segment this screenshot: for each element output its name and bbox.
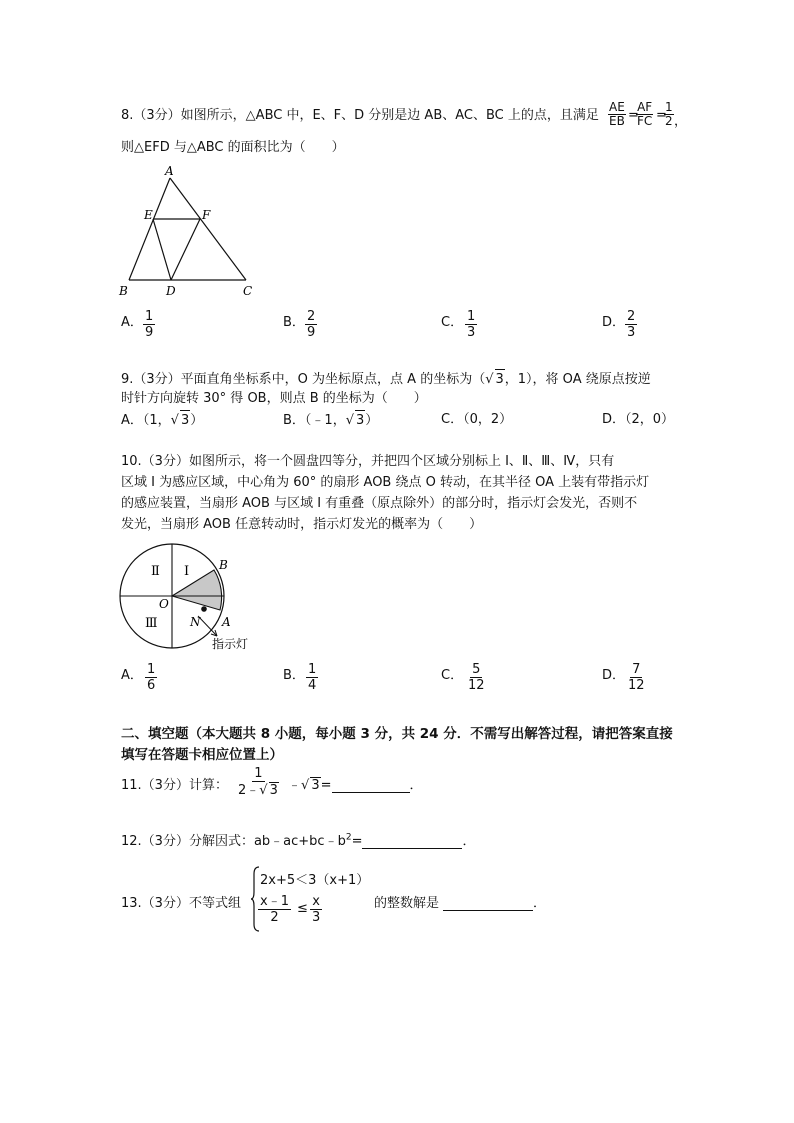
q11-answer-blank[interactable]	[332, 778, 410, 793]
q8-frac-one-half	[664, 101, 674, 128]
q13-answer-blank[interactable]	[443, 896, 533, 911]
q12-answer-blank[interactable]	[362, 834, 462, 849]
q10-label-region-2: Ⅱ	[151, 564, 160, 579]
q10-disc-figure	[112, 538, 272, 658]
q10-lamp-dot	[201, 606, 207, 612]
q8-stem-prefix: 8.（3分）如图所示，△ABC 中，E、F、D 分别是边 AB、AC、BC 上的点，且满足	[121, 108, 599, 123]
q9-stem-line2: 时针方向旋转 30° 得 OB，则点 B 的坐标为（ ）	[121, 391, 427, 406]
q11-fraction: $\frac{1}{2﹣√ 3}$	[236, 766, 281, 798]
q10-stem-line1: 10.（3分）如图所示，将一个圆盘四等分，并把四个区域分别标上 Ⅰ、Ⅱ、Ⅲ、Ⅳ，只有	[121, 454, 615, 469]
q8-eq2: =	[656, 108, 667, 123]
q10-option-b-label: B．	[283, 668, 305, 683]
q8-option-a-frac: $\frac{1}{9}$	[145, 309, 154, 340]
q10-option-c-label: C．	[441, 668, 464, 683]
q8-option-b-frac: $\frac{2}{9}$	[307, 309, 316, 340]
q9-option-d: D．（2，0）	[602, 412, 675, 427]
q8-option-d-frac: $\frac{2}{3}$	[627, 309, 636, 340]
q10-option-d-label: D．	[602, 668, 626, 683]
q8-frac1-den: EB	[609, 114, 625, 128]
q8-label-e: E	[144, 208, 153, 222]
q10-label-n: N	[190, 615, 201, 629]
section2-heading-line2: 填写在答题卡相应位置上）	[121, 747, 283, 763]
q8-option-d-label: D．	[602, 315, 626, 330]
q10-label-lamp: 指示灯	[212, 637, 249, 651]
q10-option-d-frac: $\frac{7}{12}$	[628, 662, 645, 693]
q8-line1-suffix: ，	[674, 114, 688, 129]
q8-label-b: B	[119, 284, 128, 298]
q10-option-b-frac: $\frac{1}{4}$	[308, 662, 317, 693]
q10-stem-line2: 区域 Ⅰ 为感应区域，中心角为 60° 的扇形 AOB 绕点 O 转动，在其半径 OA 上装有带指示灯	[121, 475, 650, 490]
q8-frac1-num: AE	[609, 100, 625, 114]
q12-line: 12.（3分）分解因式：$ab﹣ac+bc﹣b^2=$ ．	[121, 832, 476, 849]
q9-option-b: B．（﹣1，√ 3）	[283, 410, 378, 431]
q11-fraction-den: 2﹣√ 3	[238, 783, 278, 798]
q9-option-a: A．（1，√ 3）	[121, 410, 203, 431]
q10-option-c-frac: $\frac{5}{12}$	[468, 662, 485, 693]
q10-stem-line3: 的感应装置，当扇形 AOB 与区域 Ⅰ 有重叠（原点除外）的部分时，指示灯会发光，否则不	[121, 496, 638, 511]
q8-segment-ed	[153, 219, 171, 280]
q8-frac3-num: 1	[665, 100, 673, 114]
q11-prefix: 11.（3分）计算：	[121, 778, 228, 793]
q9-sqrt3: 3	[495, 369, 505, 390]
q8-label-c: C	[243, 284, 253, 298]
q13-fraction-b: $\frac{x}{3}$	[312, 894, 321, 925]
q10-option-a-label: A．	[121, 668, 143, 683]
q10-label-b: B	[219, 558, 228, 572]
q10-sector-aob	[172, 570, 222, 610]
q8-frac-ae-eb	[608, 101, 626, 128]
q13-prefix: 13.（3分）不等式组	[121, 896, 241, 911]
q9-option-c: C．（0，2）	[441, 412, 513, 427]
q8-frac2-den: FC	[637, 114, 653, 128]
q13-le-sign: ≤	[297, 901, 308, 916]
q9-stem-line1: 9.（3分）平面直角坐标系中，O 为坐标原点，点 A 的坐标为（√ 3，1），将 OA 绕原点按逆	[121, 369, 651, 390]
q10-label-o: O	[159, 597, 169, 611]
q10-label-region-3: Ⅲ	[145, 616, 158, 631]
q10-stem-line4: 发光，当扇形 AOB 任意转动时，指示灯发光的概率为（ ）	[121, 517, 483, 532]
q8-segment-fd	[171, 219, 200, 280]
q10-label-a: A	[222, 615, 231, 629]
q13-fraction-a: $\frac{x﹣1}{2}$	[260, 894, 289, 925]
q8-option-a-label: A．	[121, 315, 143, 330]
section2-heading-line1: 二、填空题（本大题共 8 小题，每小题 3 分，共 24 分．不需写出解答过程，请把答案直接	[121, 726, 673, 742]
q10-label-region-1: Ⅰ	[184, 564, 190, 579]
q10-option-a-frac: $\frac{1}{6}$	[147, 662, 156, 693]
q8-label-d: D	[166, 284, 176, 298]
q8-side-ab	[129, 178, 170, 280]
q8-frac-af-fc	[636, 101, 653, 128]
q8-frac3-den: 2	[665, 114, 673, 128]
q8-label-a: A	[165, 164, 174, 178]
q8-option-b-label: B．	[283, 315, 305, 330]
q8-frac2-num: AF	[637, 100, 653, 114]
q8-eq1: =	[628, 108, 639, 123]
q8-option-c-label: C．	[441, 315, 464, 330]
q8-side-ac	[170, 178, 246, 280]
q8-option-c-frac: $\frac{1}{3}$	[467, 309, 476, 340]
q8-triangle-figure	[110, 160, 270, 305]
q8-stem-line2: 则△EFD 与△ABC 的面积比为（ ）	[121, 140, 345, 155]
q13-suffix: 的整数解是 ．	[374, 896, 547, 911]
q8-stem-line1	[121, 106, 599, 126]
q8-label-f: F	[202, 208, 211, 222]
q13-inequality-1: 2x+5＜3（x+1）	[260, 873, 370, 888]
q11-tail: ﹣√ 3= ．	[288, 778, 423, 793]
